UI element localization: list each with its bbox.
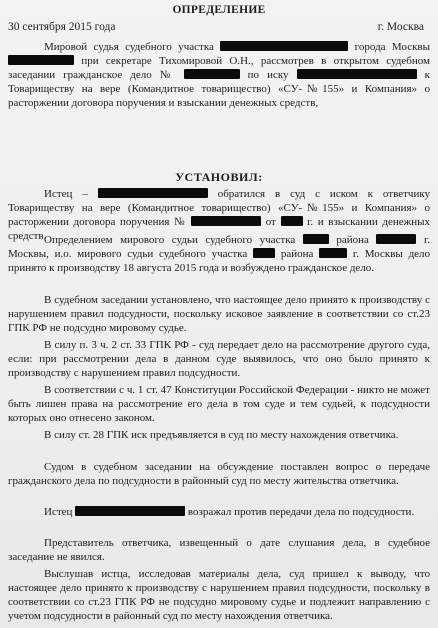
redaction-block [98, 188, 208, 198]
paragraph-discussion: Судом в судебном заседании на обсуждение поставлен вопрос о передаче гражданского дела по подсудности в районный суд по месту жительства ответчика. [8, 461, 430, 487]
redaction-block [281, 216, 303, 226]
redaction-block [191, 216, 261, 226]
text-fragment: Мировой судья судебного участка [44, 41, 214, 53]
document-city: г. Москва [377, 21, 424, 33]
paragraph-intro [8, 40, 430, 110]
text-fragment: Определением мирового судьи судебного участка [44, 234, 296, 246]
text-fragment: г. Москвы, и.о. мирового судьи судебного участка [8, 234, 431, 260]
redaction-block [220, 41, 348, 51]
text-fragment: г. и взыскании денежных средств. [8, 216, 431, 242]
paragraph-plaintiff-objection [8, 505, 430, 519]
redaction-block [184, 69, 240, 79]
text-fragment: района [336, 234, 369, 246]
text-fragment: города Москвы [354, 41, 431, 53]
text-fragment: при секретаре Тихомировой О.Н., рассмотрев в открытом судебном заседании гражданское дело № [8, 55, 431, 81]
text-fragment: г. Москвы дело принято к производству 18 августа 2015 года и возбуждено гражданское дело. [8, 248, 431, 274]
paragraph-conclusion: Выслушав истца, исследовав материалы дела, суд пришел к выводу, что настоящее дело принято к производству с нарушением правил подсудности, поскольку в соответствии со ст.23 ГПК РФ не подсудно мировому судье и подлежит направлению с учетом подсудности в районный суд по месту нахождения ответчика. [8, 568, 430, 622]
text-fragment: от [265, 216, 276, 228]
text-fragment: Истец [44, 506, 73, 518]
text-fragment: к Товариществу на вере (Командитное товарищество) «СУ-№155» и Компания» о расторжении договора поручения и взыскании денежных средств, [8, 69, 430, 109]
redaction-block [75, 506, 185, 516]
document-date: 30 сентября 2015 года [8, 21, 116, 33]
text-fragment: обратился в суд с иском к ответчику Товариществу на вере (Командитное товарищество) «СУ-№155» и Компания» о расторжении договора поручения № [8, 188, 431, 228]
redaction-block [8, 55, 74, 65]
text-fragment: по иску [247, 69, 289, 81]
text-fragment: района [280, 248, 314, 260]
paragraph-constitution: В соответствии с ч. 1 ст. 47 Конституции Российской Федерации - никто не может быть лишен права на рассмотрение его дела в том суде и тем судьей, к подсудности которых оно отнесено законом. [8, 384, 430, 424]
paragraph-established: В судебном заседании установлено, что настоящее дело принято к производству с нарушением правил подсудности, поскольку исковое заявление в соответствии со ст.23 ГПК РФ не подсудно мировому судье. [8, 294, 430, 334]
paragraph-defendant-absent: Представитель ответчика, извещенный о дате слушания дела, в судебное заседание не явился. [8, 537, 430, 563]
paragraph-cpc-28: В силу ст. 28 ГПК иск предъявляется в суд по месту нахождения ответчика. [44, 429, 399, 441]
text-fragment: Истец – [44, 188, 88, 200]
paragraph-ruling [8, 233, 430, 275]
document-title: ОПРЕДЕЛЕНИЕ [172, 4, 266, 16]
redaction-block [297, 69, 417, 79]
paragraph-cpc-33: В силу п. 3 ч. 2 ст. 33 ГПК РФ - суд передает дело на рассмотрение другого суда, если: при рассмотрении дела в данном суде выявилось, что оно было принято к производству с нарушением правил подсудности. [8, 339, 430, 379]
text-fragment: возражал против передачи дела по подсудности. [187, 506, 415, 518]
redaction-block [376, 234, 416, 244]
redaction-block [253, 248, 275, 258]
redaction-block [319, 248, 347, 258]
redaction-block [303, 234, 329, 244]
section-title: УСТАНОВИЛ: [175, 170, 263, 184]
